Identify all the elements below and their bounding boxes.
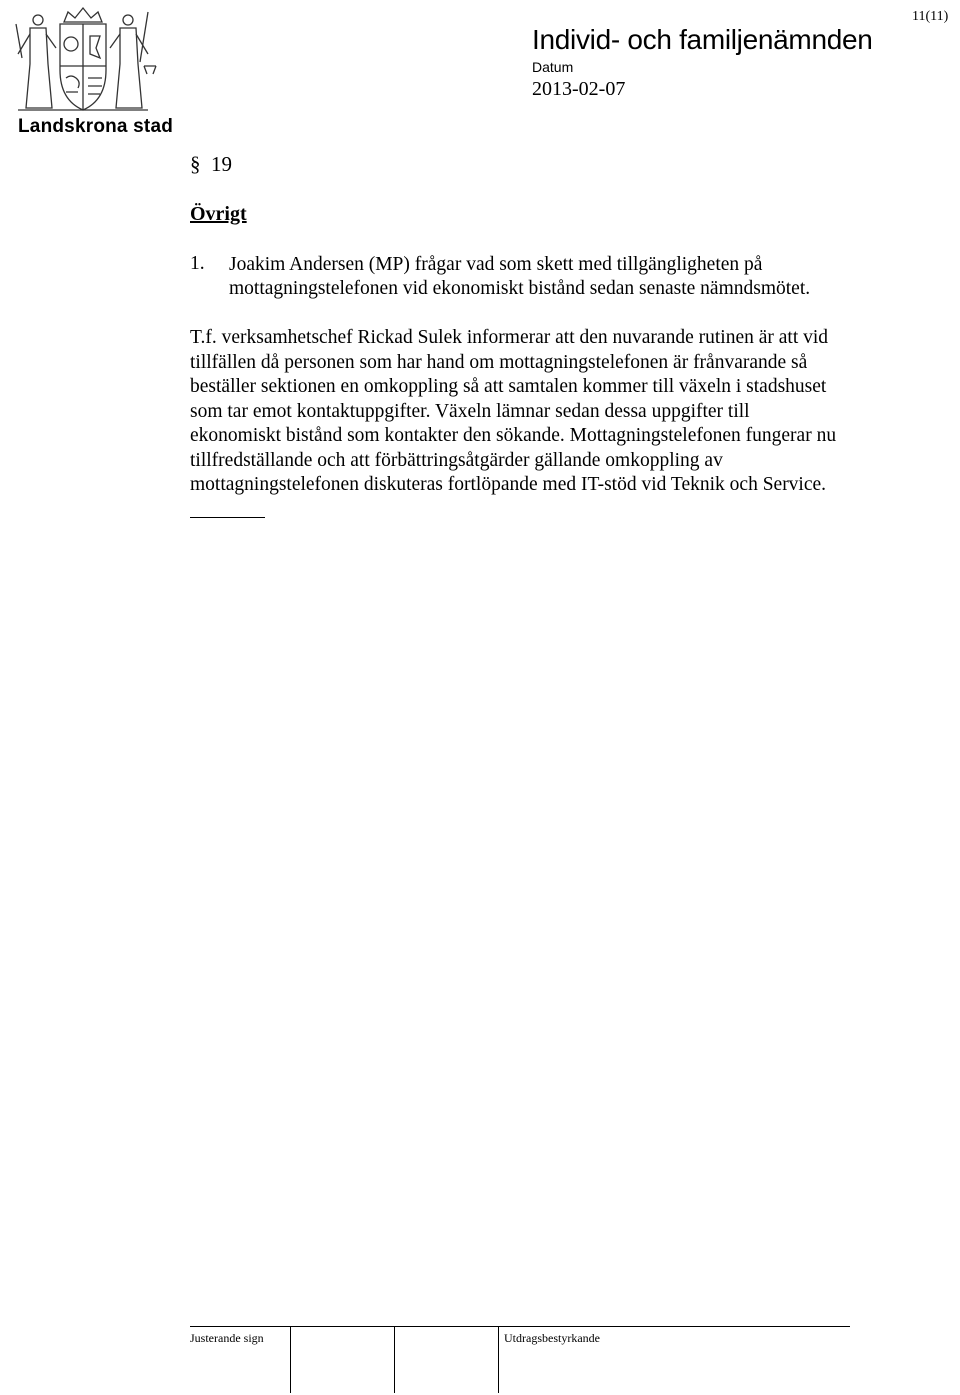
list-item-number: 1. (190, 253, 205, 274)
section-number-value: 19 (211, 152, 232, 176)
org-name-logo-text: Landskrona stad (18, 116, 174, 137)
justerande-sign-label: Justerande sign (190, 1331, 264, 1345)
page-number: 11(11) (912, 9, 949, 24)
signature-divider (290, 1327, 291, 1393)
paragraph-line: ekonomiskt bistånd som kontakter den sökande. Mottagningstelefonen fungerar nu (190, 425, 837, 446)
utdragsbestyrkande-label: Utdragsbestyrkande (504, 1331, 600, 1345)
paragraph-line: beställer sektionen en omkoppling så att samtalen kommer till växeln i stadshuset (190, 376, 827, 397)
paragraph-line: mottagningstelefonen diskuteras fortlöpande med IT-stöd vid Teknik och Service. (190, 474, 827, 495)
footer-rule (190, 1326, 850, 1327)
body-paragraph (190, 326, 910, 498)
list-item-text: Joakim Andersen (MP) frågar vad som skett med tillgängligheten på mottagningstelefonen vid ekonomiskt bistånd sedan senaste nämndsmötet. (229, 254, 811, 299)
paragraph-line: tillfällen då personen som har hand om mottagningstelefonen är frånvarande så (190, 351, 808, 373)
signature-divider (498, 1327, 499, 1393)
section-number (190, 152, 232, 177)
section-heading: Övrigt (190, 203, 247, 225)
end-of-section-rule (190, 517, 265, 518)
paragraph-line: som tar emot kontaktuppgifter. Växeln lämnar sedan dessa uppgifter till (190, 400, 750, 422)
date-label: Datum (532, 59, 574, 75)
signature-divider (394, 1327, 395, 1393)
section-symbol: § (190, 152, 201, 176)
committee-title: Individ- och familjenämnden (532, 24, 873, 55)
paragraph-line: T.f. verksamhetschef Rickad Sulek informerar att den nuvarande rutinen är att vid (190, 327, 829, 348)
date-value: 2013-02-07 (532, 78, 626, 100)
paragraph-line: tillfredställande och att förbättringsåtgärder gällande omkoppling av (190, 449, 723, 471)
